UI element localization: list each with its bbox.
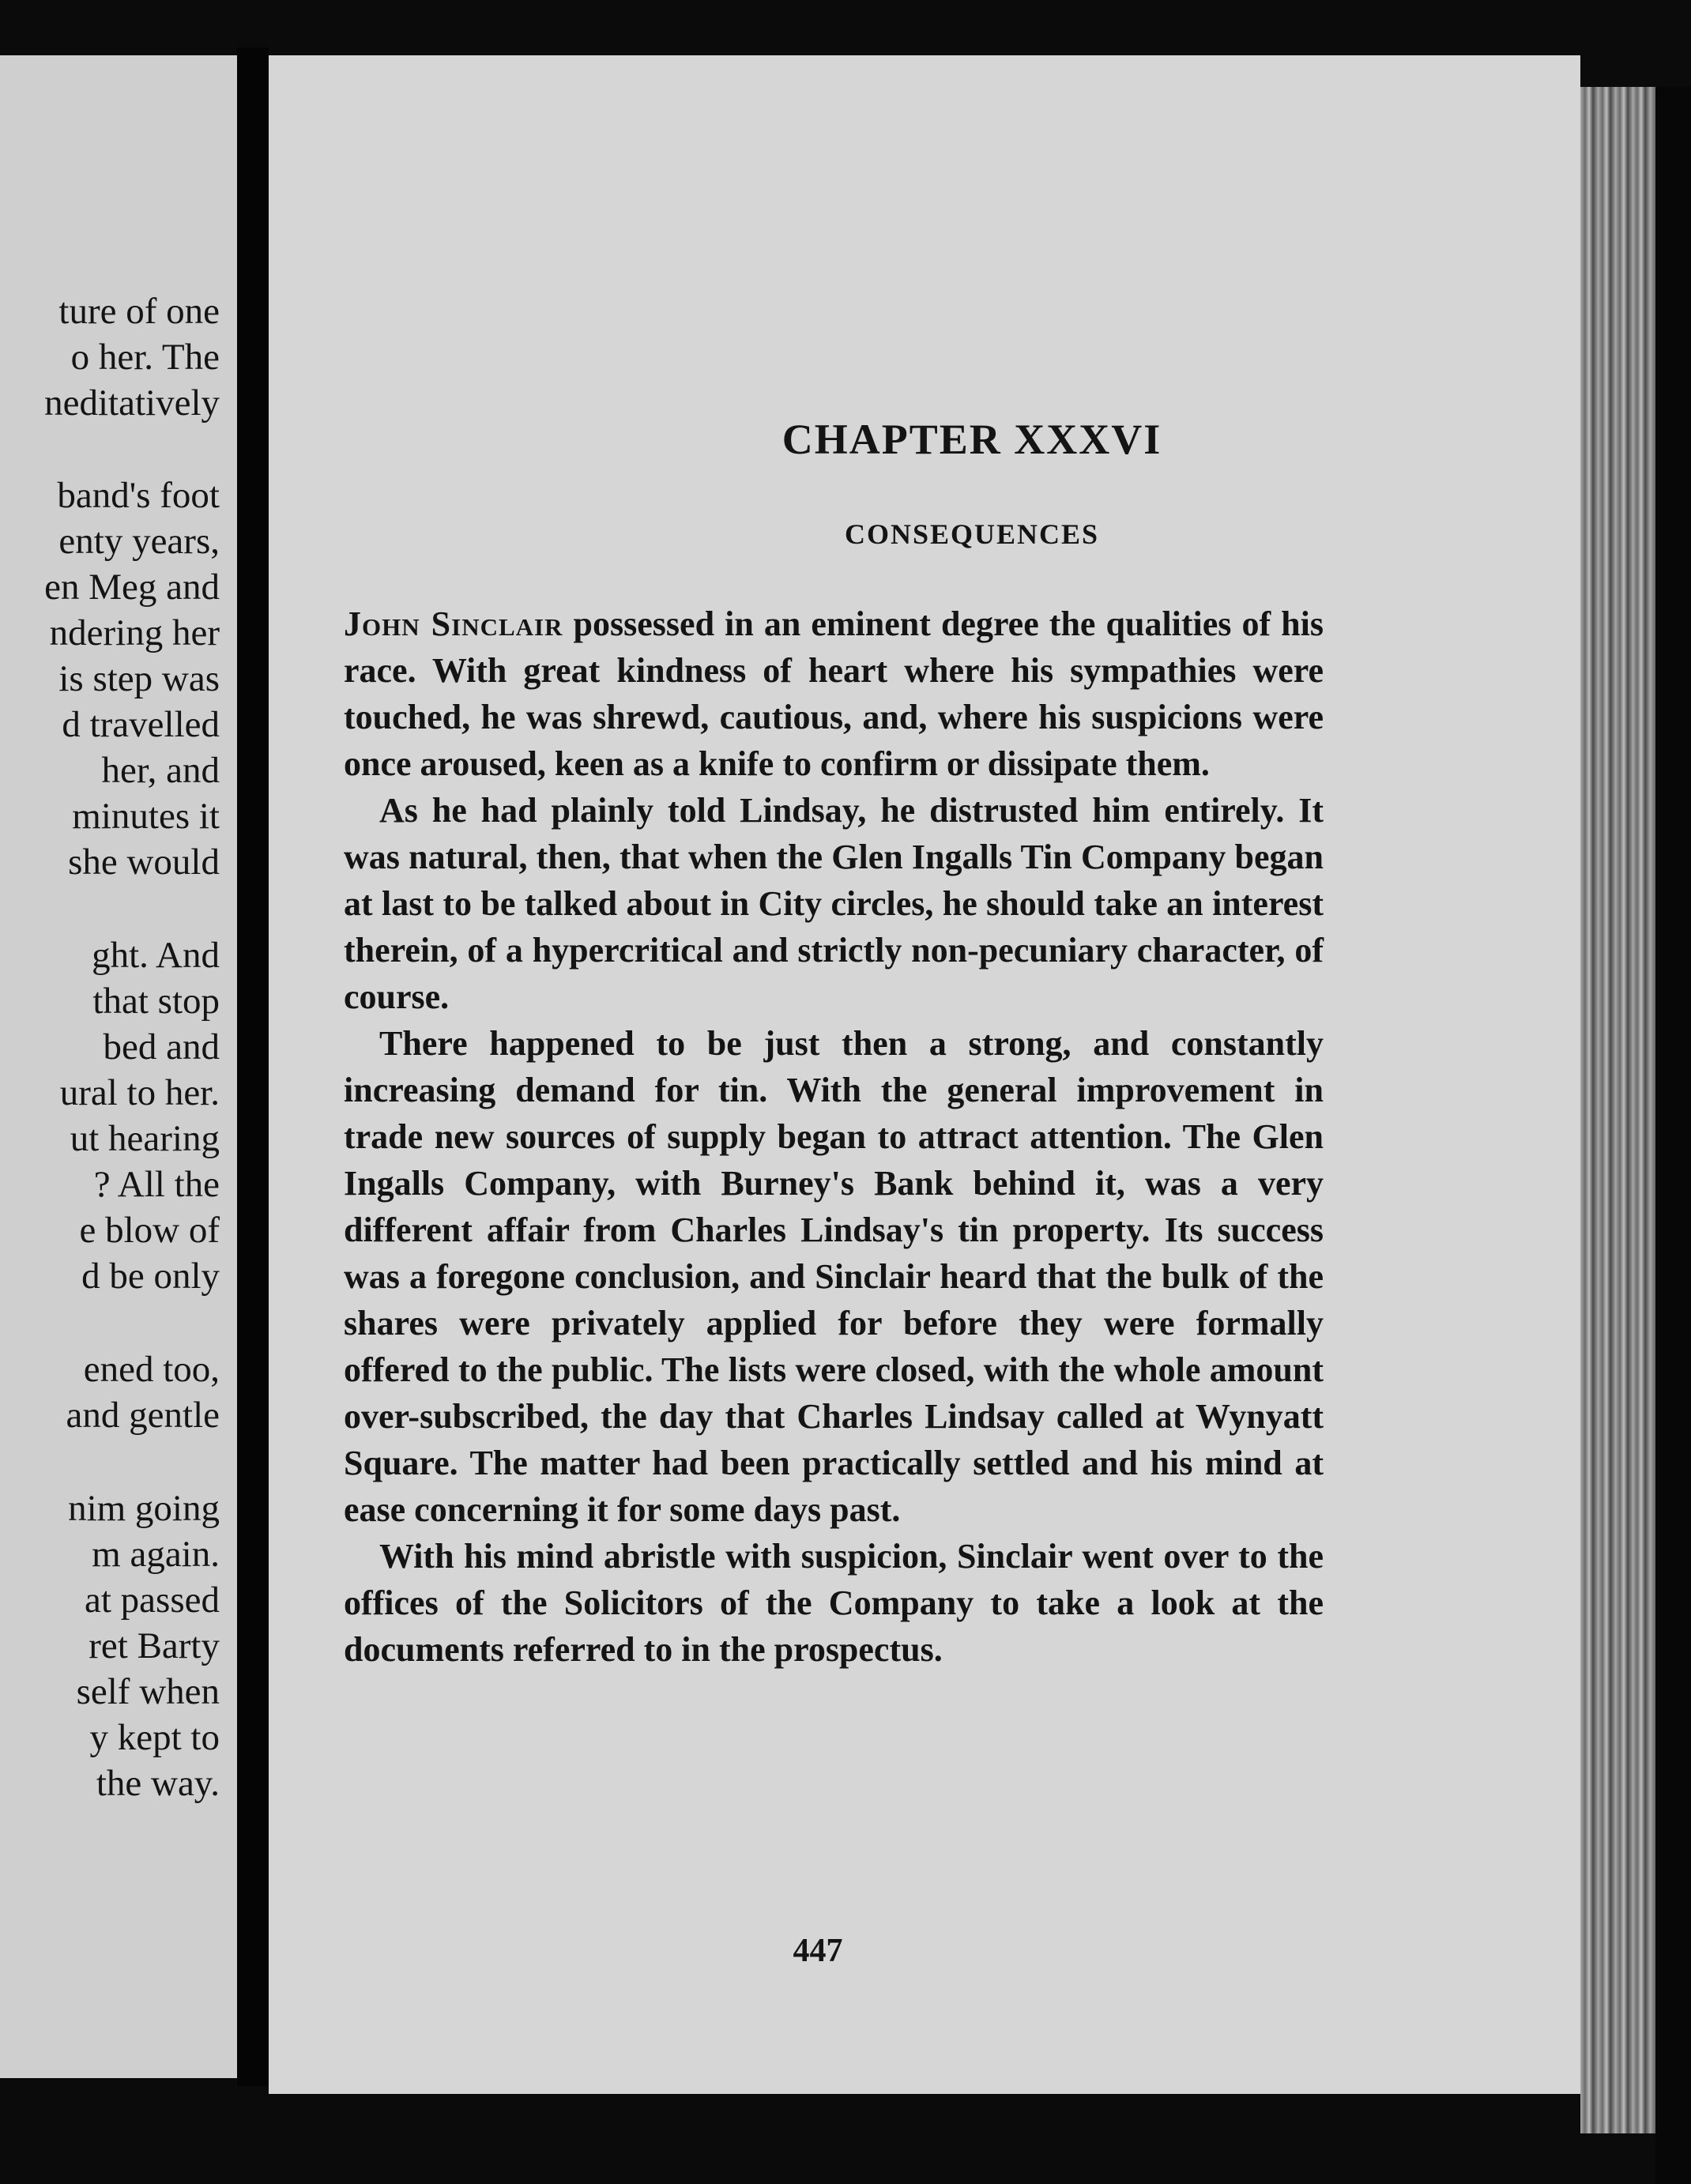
left-page-line: ural to her. [59, 1072, 220, 1113]
left-page-line: en Meg and [44, 567, 220, 608]
left-page-line: enty years, [58, 521, 220, 562]
left-page-line: ret Barty [89, 1625, 220, 1666]
paragraph-4: With his mind abristle with suspicion, Sinclair went over to the offices of the Solicitors of the Company to take a look at the documents referred to in the prospectus. [344, 1537, 1324, 1669]
left-page-line: band's foot [57, 475, 220, 516]
left-page-line: nim going [68, 1488, 220, 1529]
page-edges [1580, 87, 1655, 2133]
left-page-line: ? All the [93, 1164, 220, 1205]
chapter-subtitle: CONSEQUENCES [844, 518, 1100, 550]
left-page-line: at passed [85, 1580, 220, 1621]
left-page-line: minutes it [72, 796, 220, 837]
left-page-line: o her. The [70, 337, 220, 378]
page-number: 447 [793, 1933, 843, 1969]
left-page-line: self when [76, 1671, 220, 1712]
left-page-line: ened too, [83, 1349, 220, 1390]
left-page-line: that stop [92, 981, 220, 1022]
left-page-line: bed and [103, 1026, 220, 1068]
paragraph-3: There happened to be just then a strong, and constantly increasing demand for tin. With the general improvement in trade new sources of supply began to attract attention. The Glen Ingalls Company, with Burney's Bank behind it, was a very different affair from Charles Lindsay's tin property. Its success was a foregone conclusion, and Sinclair heard that the bulk of the shares were privately applied for before they were formally offered to the public. The lists were closed, with the whole amount over-subscribed, the day that Charles Lindsay called at Wynyatt Square. The matter had been practically settled and his mind at ease concerning it for some days past. [344, 1024, 1324, 1529]
left-page-line: ght. And [92, 935, 220, 976]
left-page-line: neditatively [44, 382, 220, 424]
chapter-title: CHAPTER XXXVI [781, 416, 1162, 463]
left-page-line: e blow of [79, 1210, 220, 1251]
left-page-line: the way. [96, 1763, 220, 1804]
left-page-line: is step was [58, 658, 220, 699]
edge-shadow [1655, 87, 1691, 2184]
left-page-line: d travelled [62, 704, 220, 745]
left-page-fragment [0, 55, 237, 2078]
character-name: John Sinclair [344, 604, 563, 643]
left-page-line: she would [68, 842, 220, 883]
left-page-line: ndering her [49, 612, 220, 653]
book-gutter [237, 47, 269, 2086]
left-page-line: m again. [92, 1534, 220, 1575]
paragraph-2: As he had plainly told Lindsay, he distrusted him entirely. It was natural, then, that when the Glen Ingalls Tin Company began at last to be talked about in City circles, he should take an interest therein, of a hypercritical and strictly non-pecuniary character, of course. [344, 791, 1324, 1016]
left-page-line: d be only [81, 1256, 220, 1297]
left-page-line: her, and [101, 750, 220, 791]
body-text [344, 601, 1324, 1673]
paragraph-1 [344, 601, 1324, 787]
left-page-line: y kept to [89, 1717, 220, 1758]
paragraph-1-text: possessed in an eminent degree the qualities of his race. With great kindness of heart where his sympathies were touched, he was shrewd, cautious, and, where his suspicions were once aroused, keen as a knife to confirm or dissipate them. [344, 604, 1324, 783]
left-page-line: ture of one [58, 291, 220, 332]
left-page-line: and gentle [66, 1395, 220, 1436]
left-page-line: ut hearing [70, 1118, 220, 1159]
